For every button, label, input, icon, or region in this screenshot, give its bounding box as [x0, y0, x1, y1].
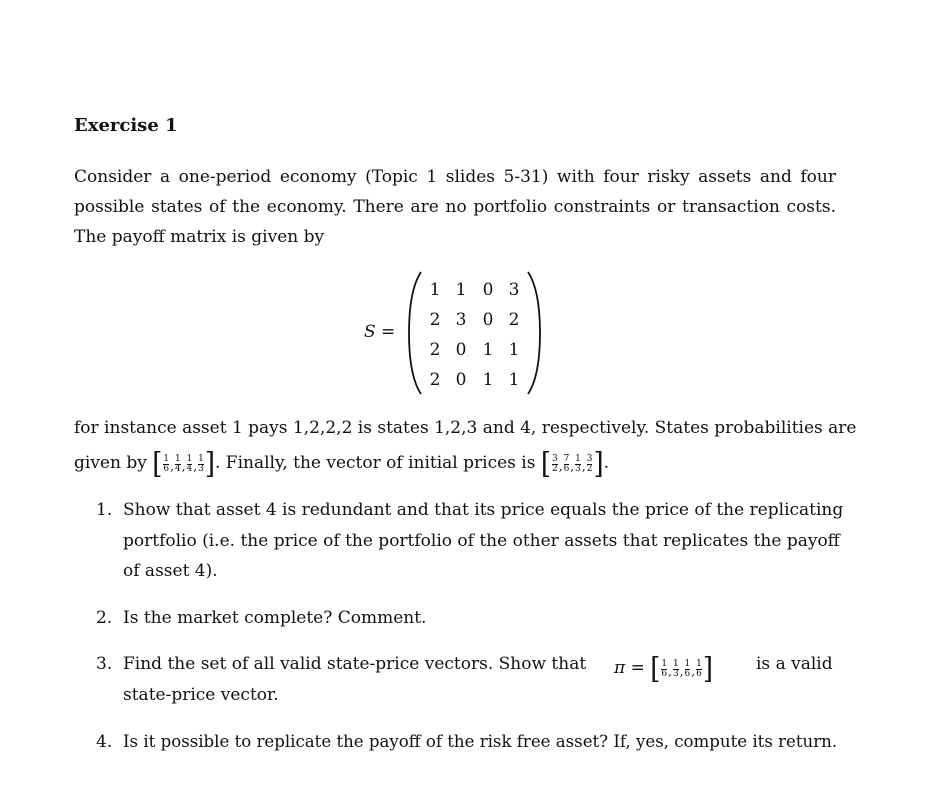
question-number: 4. — [96, 732, 113, 752]
matrix-cell: 1 — [482, 340, 494, 360]
matrix-cell: 1 — [508, 370, 520, 390]
probability-fraction: $\frac{1}{4}$ — [174, 454, 181, 475]
initial-prices-text: . Finally, the vector of initial prices is — [214, 453, 536, 473]
intro-line-2: possible states of the economy. There are no portfolio constraints or transaction costs. — [74, 197, 836, 217]
matrix-right-paren — [524, 270, 544, 396]
exercise-title: Exercise 1 — [74, 115, 178, 136]
question-1-line-1: Show that asset 4 is redundant and that its price equals the price of the replicating — [123, 500, 844, 520]
matrix-cell: 2 — [429, 310, 441, 330]
question-1-line-3: of asset 4). — [123, 561, 218, 581]
matrix-cell: 0 — [482, 280, 494, 300]
matrix-cell: 1 — [482, 370, 494, 390]
matrix-cell: 1 — [508, 340, 520, 360]
price-fraction: $\frac{3}{2}$ — [552, 454, 558, 475]
matrix-cell: 1 — [429, 280, 441, 300]
question-4-text: Is it possible to replicate the payoff of the risk free asset? If, yes, compute its return. — [123, 732, 838, 751]
matrix-cell: 2 — [429, 340, 441, 360]
probability-fraction: $\frac{1}{3}$ — [198, 454, 204, 475]
given-by-text: given by — [74, 453, 147, 473]
question-3-line-1-end: is a valid — [756, 654, 833, 674]
state-price-fraction: $\frac{1}{6}$ — [696, 659, 702, 680]
state-price-fraction: $\frac{1}{6}$ — [661, 659, 668, 680]
left-bracket: [ — [152, 447, 163, 481]
state-price-fraction: $\frac{1}{3}$ — [672, 659, 679, 680]
question-3-line-1-start: Find the set of all valid state-price vectors. Show that — [123, 654, 587, 674]
after-matrix-line-2: given by [ $\frac{1}{6}$ , $\frac{1}{4}$ , $\frac{1}{4}$ , $\frac{1}{3}$ ]. Finally, the vector of initial prices is [ $\frac{3}{2}$ , $\frac{7}{6}$ , $\frac{1}{3}$ , $\frac{3}{2}$ ]. — [74, 447, 610, 481]
right-bracket: ] — [593, 447, 604, 481]
matrix-cell: 0 — [455, 340, 467, 360]
matrix-cell: 2 — [508, 310, 520, 330]
matrix-cell: 1 — [455, 280, 467, 300]
right-bracket: ] — [204, 447, 215, 481]
price-fraction: $\frac{3}{2}$ — [586, 454, 593, 475]
question-1-line-2: portfolio (i.e. the price of the portfolio of the other assets that replicates the payoff — [123, 531, 840, 551]
question-number: 3. — [96, 654, 113, 674]
intro-line-1: Consider a one-period economy (Topic 1 slides 5-31) with four risky assets and four — [74, 167, 836, 187]
matrix-cell: 3 — [455, 310, 467, 330]
price-fraction: $\frac{7}{6}$ — [563, 454, 570, 475]
left-bracket: [ — [540, 447, 552, 481]
probability-fraction: $\frac{1}{4}$ — [186, 454, 193, 475]
right-bracket: ] — [702, 652, 713, 686]
matrix-cell: 3 — [508, 280, 520, 300]
left-bracket: [ — [650, 652, 661, 686]
matrix-label: S = — [364, 322, 396, 342]
probability-fraction: $\frac{1}{6}$ — [163, 454, 170, 475]
pi-symbol: π = — [614, 658, 645, 678]
state-price-fraction: $\frac{1}{6}$ — [684, 659, 691, 680]
question-number: 2. — [96, 608, 113, 628]
question-number: 1. — [96, 500, 113, 520]
question-2-text: Is the market complete? Comment. — [123, 608, 427, 628]
matrix-cell: 0 — [455, 370, 467, 390]
state-price-vector: π = [ $\frac{1}{6}$ , $\frac{1}{3}$ , $\frac{1}{6}$ , $\frac{1}{6}$ ] — [614, 652, 713, 686]
intro-line-3: The payoff matrix is given by — [74, 227, 325, 247]
question-3-line-2: state-price vector. — [123, 685, 279, 705]
matrix-cell: 2 — [429, 370, 441, 390]
after-matrix-line-1: for instance asset 1 pays 1,2,2,2 is states 1,2,3 and 4, respectively. States probabilities are — [74, 418, 857, 438]
matrix-left-paren — [405, 270, 425, 396]
price-fraction: $\frac{1}{3}$ — [575, 454, 581, 475]
matrix-cell: 0 — [482, 310, 494, 330]
